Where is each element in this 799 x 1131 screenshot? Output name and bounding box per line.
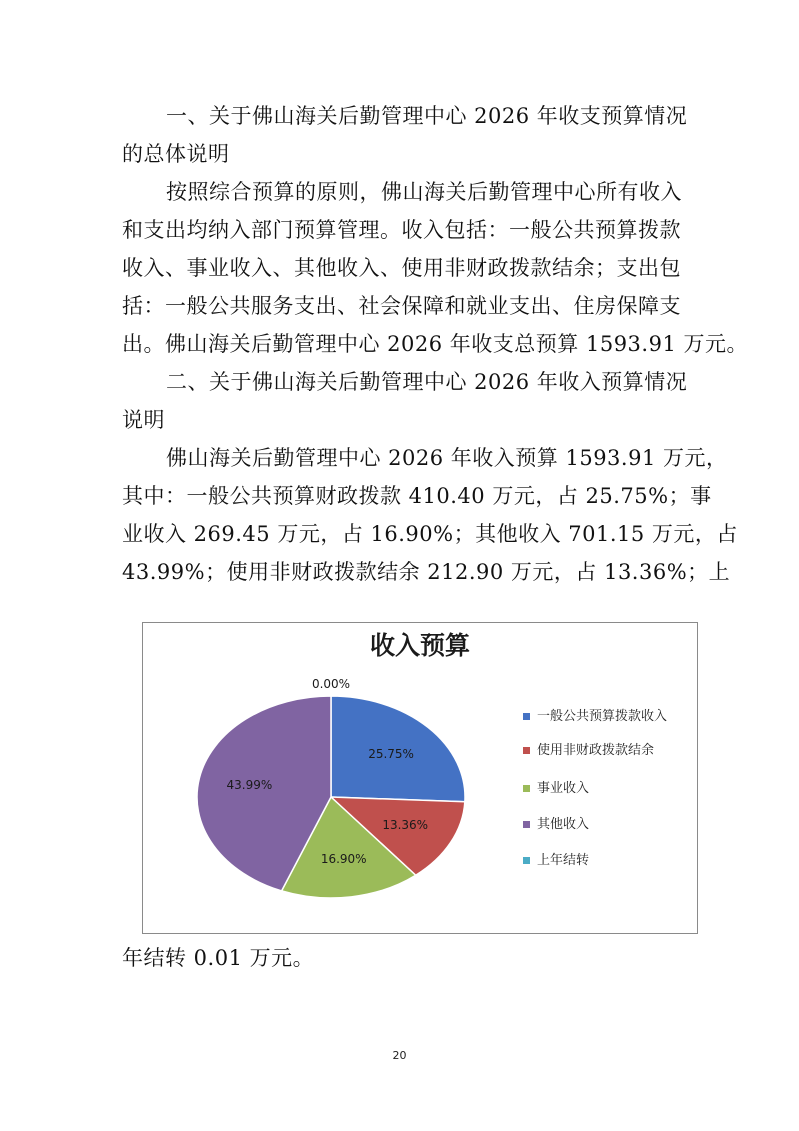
paragraph-1-line-4: 括：一般公共服务支出、社会保障和就业支出、住房保障支 (122, 294, 681, 318)
legend-swatch-0 (523, 713, 530, 720)
pie-label-0: 25.75% (368, 746, 414, 761)
legend-swatch-4 (523, 857, 530, 864)
heading-2-line-2: 说明 (122, 408, 165, 432)
heading-2-line-1: 二、关于佛山海关后勤管理中心 2026 年收入预算情况 (166, 370, 688, 394)
paragraph-1-line-5: 出。佛山海关后勤管理中心 2026 年收支总预算 1593.91 万元。 (122, 332, 748, 356)
paragraph-2-line-2: 其中：一般公共预算财政拨款 410.40 万元，占 25.75%；事 (122, 484, 712, 508)
legend-label-2: 事业收入 (537, 781, 590, 796)
legend-label-0: 一般公共预算拨款收入 (537, 709, 668, 724)
legend-label-3: 其他收入 (537, 817, 590, 832)
continuation-line: 年结转 0.01 万元。 (122, 946, 315, 970)
income-budget-chart (142, 622, 698, 934)
paragraph-2-line-4: 43.99%；使用非财政拨款结余 212.90 万元，占 13.36%；上 (122, 560, 731, 584)
pie-label-1: 13.36% (382, 818, 429, 833)
paragraph-1-line-3: 收入、事业收入、其他收入、使用非财政拨款结余；支出包 (122, 256, 681, 280)
paragraph-1-line-2: 和支出均纳入部门预算管理。收入包括：一般公共预算拨款 (122, 218, 681, 242)
pie-label-2: 16.90% (320, 851, 367, 866)
legend-label-4: 上年结转 (537, 853, 590, 868)
legend-swatch-2 (523, 785, 530, 792)
pie-label-3: 43.99% (226, 778, 273, 793)
paragraph-1-line-1: 按照综合预算的原则，佛山海关后勤管理中心所有收入 (166, 180, 682, 204)
paragraph-2-line-1: 佛山海关后勤管理中心 2026 年收入预算 1593.91 万元， (166, 446, 728, 470)
chart-title: 收入预算 (369, 631, 471, 660)
pie-chart-svg (143, 623, 697, 933)
page-number: 20 (392, 1049, 407, 1062)
heading-1-line-2: 的总体说明 (122, 142, 230, 166)
legend-label-1: 使用非财政拨款结余 (537, 743, 655, 758)
legend-swatch-3 (523, 821, 530, 828)
heading-1-line-1: 一、关于佛山海关后勤管理中心 2026 年收支预算情况 (166, 104, 688, 128)
pie-label-4: 0.00% (311, 677, 351, 691)
legend-swatch-1 (523, 747, 530, 754)
paragraph-2-line-3: 业收入 269.45 万元，占 16.90%；其他收入 701.15 万元，占 (122, 522, 738, 546)
